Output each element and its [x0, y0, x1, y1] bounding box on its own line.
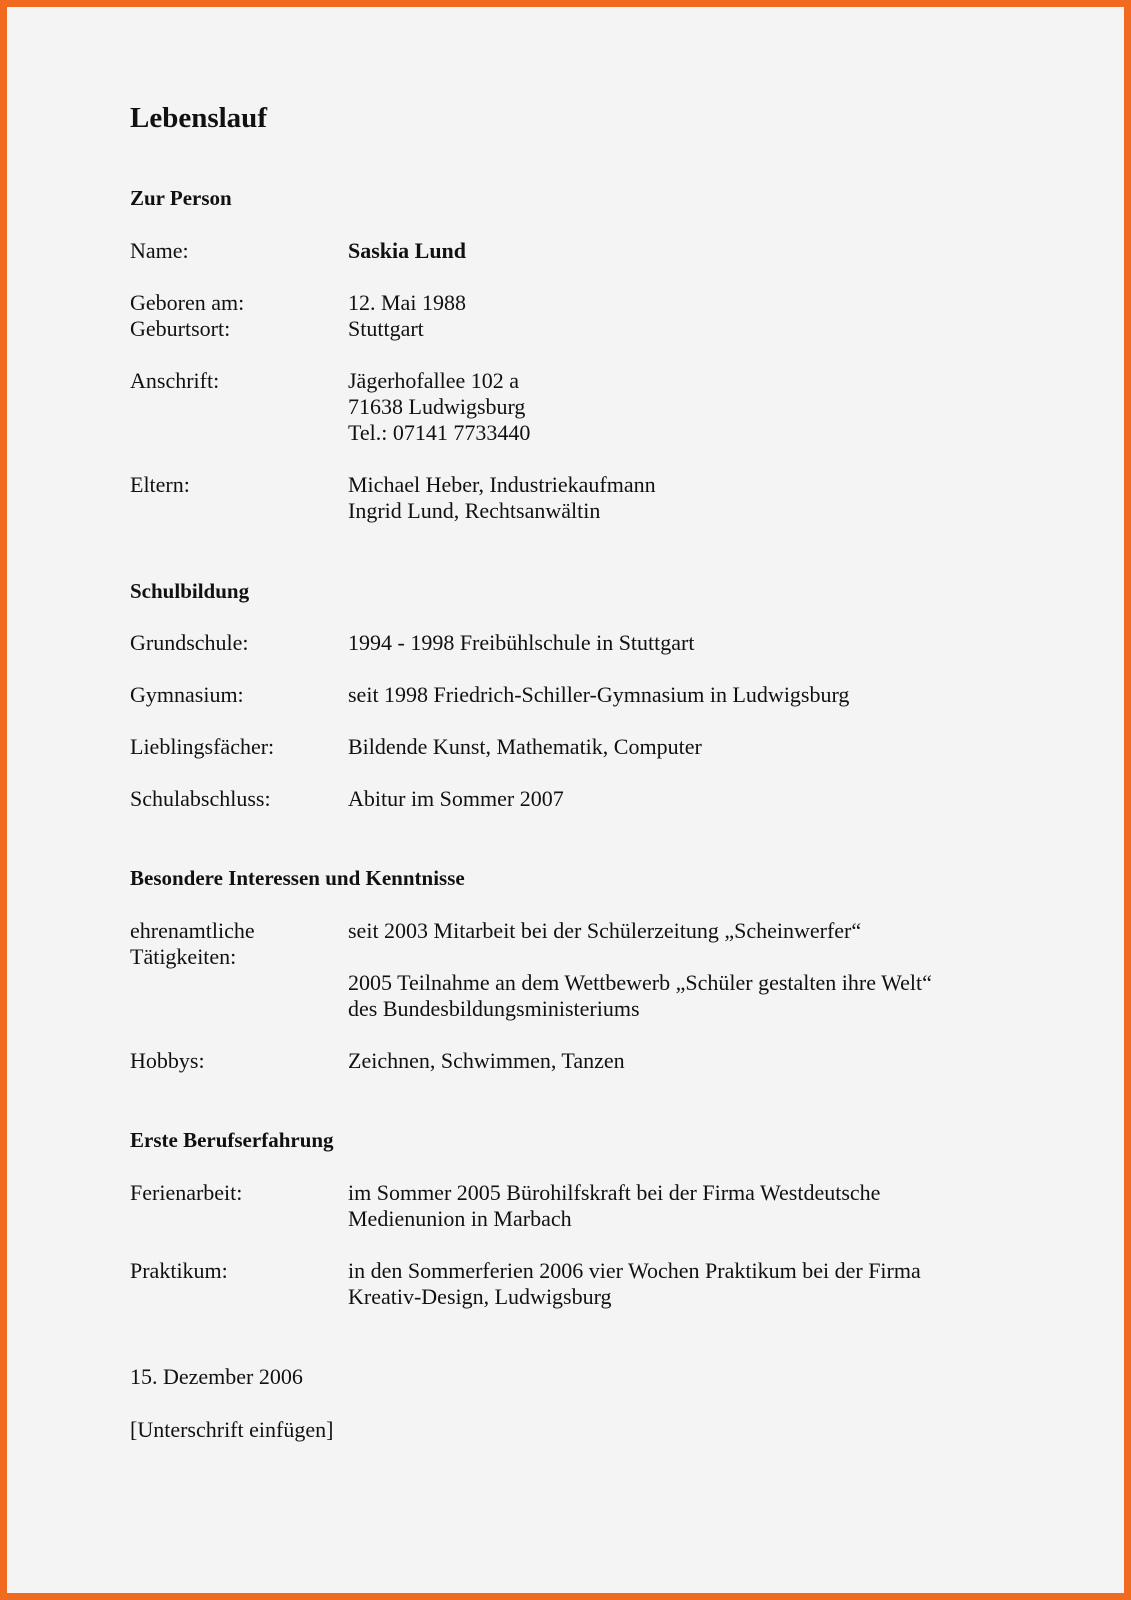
holiday-job-line-1: im Sommer 2005 Bürohilfskraft bei der Firma Westdeutsche [348, 1180, 881, 1205]
gymnasium-value: seit 1998 Friedrich-Schiller-Gymnasium in Ludwigsburg [348, 682, 850, 707]
volunteer-item-1: seit 2003 Mitarbeit bei der Schülerzeitung „Scheinwerfer“ [348, 918, 862, 943]
primary-school-label: Grundschule: [130, 630, 249, 655]
holiday-job-line-2: Medienunion in Marbach [348, 1206, 572, 1231]
graduation-value: Abitur im Sommer 2007 [348, 786, 564, 811]
hobbies-value: Zeichnen, Schwimmen, Tanzen [348, 1048, 625, 1073]
name-value: Saskia Lund [348, 238, 467, 263]
birthplace-value: Stuttgart [348, 316, 424, 341]
document-date: 15. Dezember 2006 [130, 1364, 303, 1389]
parents-line-1: Michael Heber, Industriekaufmann [348, 472, 656, 497]
favorite-subjects-value: Bildende Kunst, Mathematik, Computer [348, 734, 702, 759]
section-heading-interests: Besondere Interessen und Kenntnisse [130, 866, 465, 890]
born-label: Geboren am: [130, 290, 245, 315]
holiday-job-label: Ferienarbeit: [130, 1180, 243, 1205]
favorite-subjects-label: Lieblingsfächer: [130, 734, 275, 759]
hobbies-label: Hobbys: [130, 1048, 205, 1073]
birthplace-label: Geburtsort: [130, 316, 231, 341]
primary-school-value: 1994 - 1998 Freibühlschule in Stuttgart [348, 630, 695, 655]
address-line-3: Tel.: 07141 7733440 [348, 420, 531, 445]
section-heading-person: Zur Person [130, 186, 232, 210]
volunteer-item-2-line-2: des Bundesbildungsministeriums [348, 996, 640, 1021]
born-value: 12. Mai 1988 [348, 290, 466, 315]
internship-line-2: Kreativ-Design, Ludwigsburg [348, 1284, 612, 1309]
section-heading-school: Schulbildung [130, 579, 250, 603]
volunteer-label-line-2: Tätigkeiten: [130, 944, 237, 969]
name-label: Name: [130, 238, 189, 263]
address-label: Anschrift: [130, 368, 220, 393]
address-line-2: 71638 Ludwigsburg [348, 394, 526, 419]
document-title: Lebenslauf [130, 102, 267, 134]
section-heading-experience: Erste Berufserfahrung [130, 1128, 334, 1152]
internship-label: Praktikum: [130, 1258, 228, 1283]
volunteer-label-line-1: ehrenamtliche [130, 918, 255, 943]
parents-line-2: Ingrid Lund, Rechtsanwältin [348, 498, 601, 523]
gymnasium-label: Gymnasium: [130, 682, 244, 707]
graduation-label: Schulabschluss: [130, 786, 271, 811]
signature-placeholder: [Unterschrift einfügen] [130, 1417, 334, 1442]
internship-line-1: in den Sommerferien 2006 vier Wochen Praktikum bei der Firma [348, 1258, 921, 1283]
volunteer-item-2-line-1: 2005 Teilnahme an dem Wettbewerb „Schüler gestalten ihre Welt“ [348, 970, 932, 995]
address-line-1: Jägerhofallee 102 a [348, 368, 520, 393]
parents-label: Eltern: [130, 472, 190, 497]
